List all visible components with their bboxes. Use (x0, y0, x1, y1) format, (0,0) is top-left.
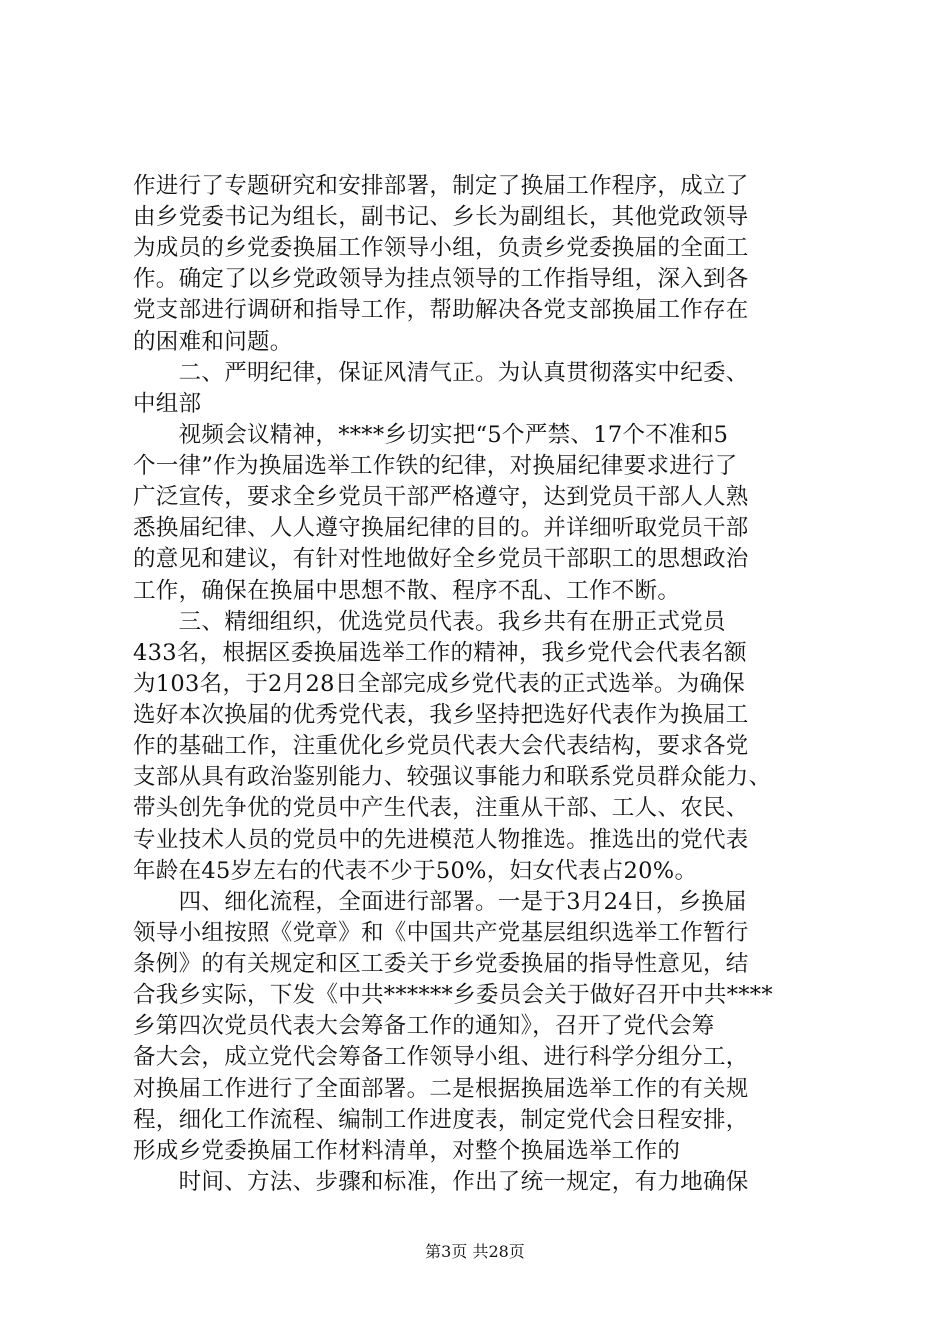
page-number-footer: 第3页 共28页 (425, 1242, 525, 1261)
body-text-line: 条例》的有关规定和区工委关于乡党委换届的指导性意见，结 (133, 951, 749, 977)
body-text-line: 广泛宣传，要求全乡党员干部严格遵守，达到党员干部人人熟 (133, 484, 749, 510)
body-text-line: 时间、方法、步骤和标准，作出了统一规定，有力地确保 (133, 1169, 749, 1195)
body-text-line: 作进行了专题研究和安排部署，制定了换届工作程序，成立了 (133, 173, 749, 199)
body-text-line: 视频会议精神，****乡切实把“5个严禁、17个不准和5 (133, 422, 729, 448)
body-text-line: 合我乡实际，下发《中共******乡委员会关于做好召开中共**** (133, 982, 773, 1008)
body-text-line: 年龄在45岁左右的代表不少于50%，妇女代表占20%。 (133, 858, 698, 884)
body-text-line: 作。确定了以乡党政领导为挂点领导的工作指导组，深入到各 (133, 266, 749, 292)
body-text-line: 为103名，于2月28日全部完成乡党代表的正式选举。为确保 (133, 671, 746, 697)
body-text-line: 悉换届纪律、人人遵守换届纪律的目的。并详细听取党员干部 (133, 515, 749, 541)
body-text-line: 带头创先争优的党员中产生代表，注重从干部、工人、农民、 (133, 795, 749, 821)
body-text-line: 433名，根据区委换届选举工作的精神，我乡党代会代表名额 (133, 640, 747, 666)
body-text-line: 选好本次换届的优秀党代表，我乡坚持把选好代表作为换届工 (133, 702, 749, 728)
body-text-line: 作的基础工作，注重优化乡党员代表大会代表结构，要求各党 (133, 733, 749, 759)
body-text-line: 由乡党委书记为组长，副书记、乡长为副组长，其他党政领导 (133, 204, 749, 230)
section-heading-line: 四、细化流程，全面进行部署。一是于3月24日，乡换届 (133, 889, 747, 915)
body-text-line: 对换届工作进行了全面部署。二是根据换届选举工作的有关规 (133, 1076, 749, 1102)
body-text-line: 党支部进行调研和指导工作，帮助解决各党支部换届工作存在 (133, 297, 749, 323)
body-text-line: 工作，确保在换届中思想不散、程序不乱、工作不断。 (133, 578, 681, 604)
body-text-line: 的困难和问题。 (133, 329, 293, 355)
body-text-line: 程，细化工作流程、编制工作进度表，制定党代会日程安排， (133, 1107, 749, 1133)
body-text-line: 领导小组按照《党章》和《中国共产党基层组织选举工作暂行 (133, 920, 749, 946)
body-text-line: 支部从具有政治鉴别能力、较强议事能力和联系党员群众能力、 (133, 764, 772, 790)
body-text-line: 乡第四次党员代表大会筹备工作的通知》，召开了党代会筹 (133, 1013, 715, 1039)
section-heading-line: 三、精细组织，优选党员代表。我乡共有在册正式党员 (133, 609, 726, 635)
body-text-line: 个一律”作为换届选举工作铁的纪律，对换届纪律要求进行了 (133, 453, 738, 479)
body-text-line: 为成员的乡党委换届工作领导小组，负责乡党委换届的全面工 (133, 235, 749, 261)
body-text-line: 专业技术人员的党员中的先进模范人物推选。推选出的党代表 (133, 827, 749, 853)
body-text-line: 中组部 (133, 391, 202, 417)
section-heading-line: 二、严明纪律，保证风清气正。为认真贯彻落实中纪委、 (133, 360, 749, 386)
body-text-line: 形成乡党委换届工作材料清单，对整个换届选举工作的 (133, 1138, 681, 1164)
body-text-line: 备大会，成立党代会筹备工作领导小组、进行科学分组分工， (133, 1044, 749, 1070)
body-text-line: 的意见和建议，有针对性地做好全乡党员干部职工的思想政治 (133, 546, 749, 572)
